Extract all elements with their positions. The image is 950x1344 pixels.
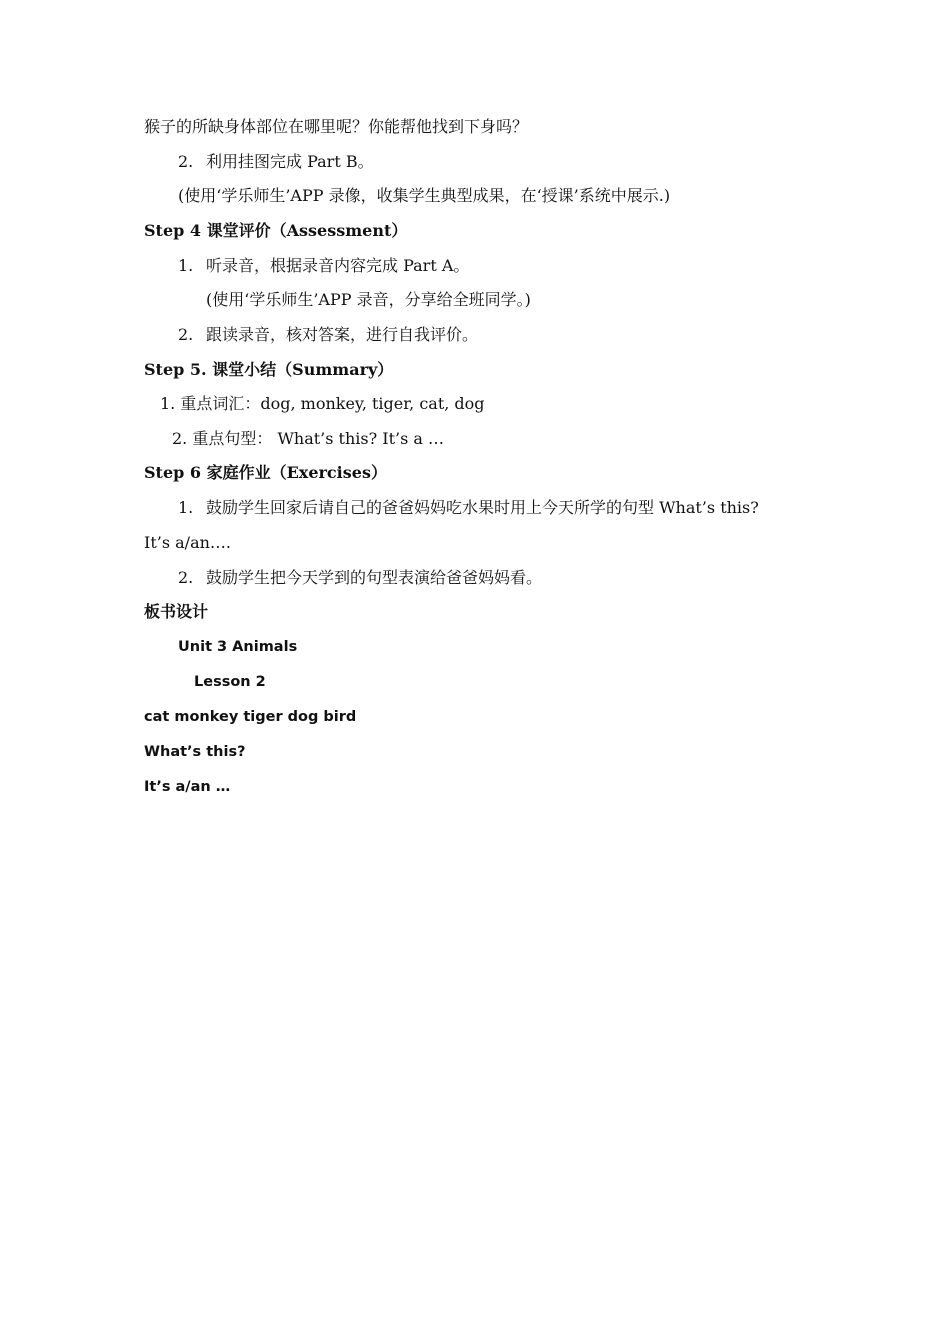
list-text: 听录音，根据录音内容完成 Part A。 bbox=[206, 256, 470, 275]
list-item bbox=[178, 498, 759, 518]
list-text: 跟读录音，核对答案，进行自我评价。 bbox=[206, 325, 479, 344]
board-words: cat monkey tiger dog bird bbox=[144, 709, 357, 725]
list-number: 2. bbox=[178, 325, 194, 344]
list-text: 利用挂图完成 Part B。 bbox=[206, 152, 374, 171]
summary-sentence: 2. 重点句型： What’s this? It’s a … bbox=[172, 429, 445, 448]
board-question: What’s this? bbox=[144, 744, 246, 760]
list-item bbox=[178, 256, 469, 276]
list-item bbox=[178, 568, 542, 588]
list-number: 1. bbox=[178, 256, 194, 275]
step5-heading: Step 5. 课堂小结（Summary） bbox=[144, 360, 394, 379]
paragraph-note: (使用‘学乐师生’APP 录像，收集学生典型成果，在‘授课’系统中展示.) bbox=[178, 186, 671, 205]
summary-vocabulary: 1. 重点词汇：dog, monkey, tiger, cat, dog bbox=[160, 394, 485, 413]
paragraph-note: (使用‘学乐师生’APP 录音，分享给全班同学。) bbox=[206, 290, 531, 309]
board-design-heading: 板书设计 bbox=[144, 602, 209, 621]
board-answer: It’s a/an … bbox=[144, 779, 231, 795]
paragraph-continuation: It’s a/an…. bbox=[144, 533, 231, 552]
list-number: 2. bbox=[178, 152, 194, 171]
list-text: 鼓励学生把今天学到的句型表演给爸爸妈妈看。 bbox=[206, 568, 543, 587]
step4-heading: Step 4 课堂评价（Assessment） bbox=[144, 221, 408, 240]
list-number: 1. bbox=[178, 498, 194, 517]
list-item bbox=[178, 152, 374, 172]
board-unit-title: Unit 3 Animals bbox=[178, 639, 298, 655]
list-item bbox=[178, 325, 478, 345]
board-lesson-title: Lesson 2 bbox=[194, 674, 266, 690]
list-text: 鼓励学生回家后请自己的爸爸妈妈吃水果时用上今天所学的句型 What’s this? bbox=[206, 498, 759, 517]
step6-heading: Step 6 家庭作业（Exercises） bbox=[144, 463, 387, 482]
paragraph-monkey-question: 猴子的所缺身体部位在哪里呢？你能帮他找到下身吗？ bbox=[144, 117, 529, 136]
list-number: 2. bbox=[178, 568, 194, 587]
